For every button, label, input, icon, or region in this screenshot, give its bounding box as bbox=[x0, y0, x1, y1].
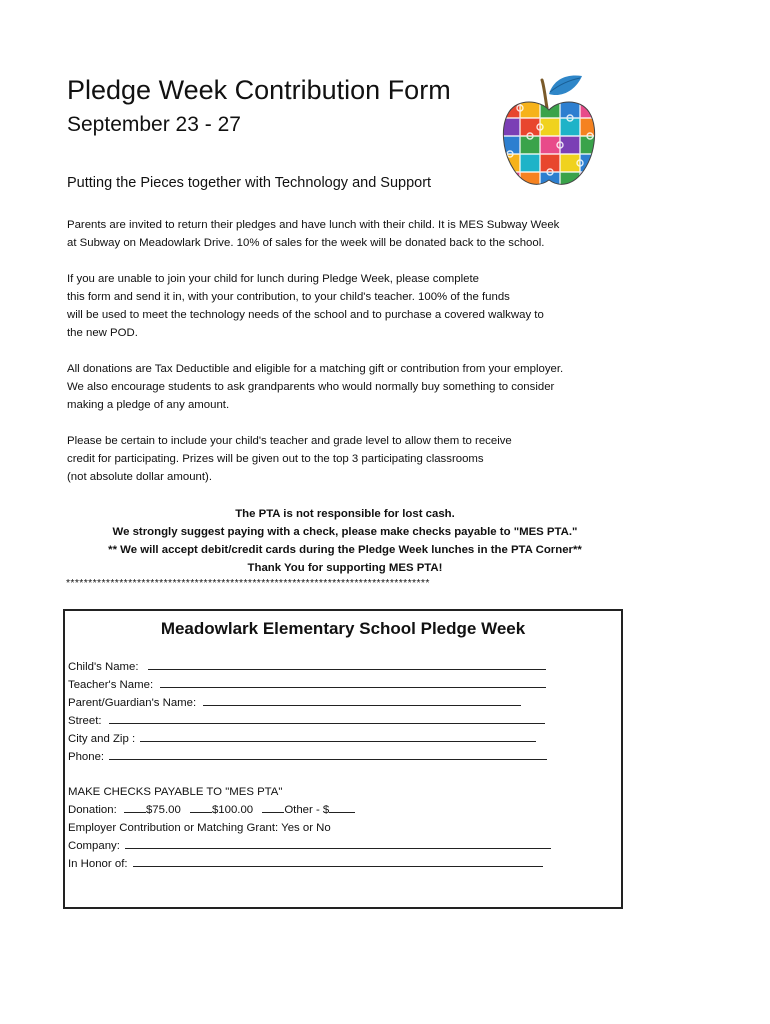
paragraph-line: the new POD. bbox=[67, 327, 138, 339]
notice-line: The PTA is not responsible for lost cash. bbox=[235, 508, 455, 520]
payable-note: MAKE CHECKS PAYABLE TO "MES PTA" bbox=[68, 786, 283, 798]
puzzle-apple-logo bbox=[500, 72, 598, 190]
company-label: Company: bbox=[68, 840, 120, 852]
notice-line: ** We will accept debit/credit cards during the Pledge Week lunches in the PTA Corner** bbox=[108, 544, 582, 556]
paragraph-line: credit for participating. Prizes will be given out to the top 3 participating classrooms bbox=[67, 453, 484, 465]
city-zip-field[interactable] bbox=[68, 730, 536, 748]
paragraph-line: Parents are invited to return their pledges and have lunch with their child. It is MES Subway Week bbox=[67, 219, 560, 231]
paragraph-line: will be used to meet the technology needs of the school and to purchase a covered walkway to bbox=[67, 309, 544, 321]
parent-name-line[interactable] bbox=[203, 694, 521, 706]
child-name-label: Child's Name: bbox=[68, 661, 139, 673]
paragraph-line: If you are unable to join your child for lunch during Pledge Week, please complete bbox=[67, 273, 479, 285]
donation-75-label: $75.00 bbox=[145, 804, 181, 816]
donation-100-checkline[interactable] bbox=[190, 801, 212, 813]
donation-other-label: Other - $ bbox=[284, 804, 330, 816]
notice-line: We strongly suggest paying with a check, please make checks payable to "MES PTA." bbox=[112, 526, 578, 538]
in-honor-of-field[interactable] bbox=[68, 855, 543, 873]
pta-notice bbox=[40, 505, 650, 577]
paragraph-intro bbox=[67, 216, 667, 252]
phone-label: Phone: bbox=[68, 751, 105, 763]
paragraph-tax bbox=[67, 360, 667, 414]
paragraph-line: All donations are Tax Deductible and eligible for a matching gift or contribution from your employer. bbox=[67, 363, 564, 375]
parent-name-label: Parent/Guardian's Name: bbox=[68, 697, 197, 709]
city-zip-label: City and Zip : bbox=[68, 733, 136, 745]
parent-name-field[interactable] bbox=[68, 694, 521, 712]
paragraph-line: this form and send it in, with your contribution, to your child's teacher. 100% of the funds bbox=[67, 291, 510, 303]
company-line[interactable] bbox=[125, 837, 551, 849]
teacher-name-field[interactable] bbox=[68, 676, 546, 694]
paragraph-lunch bbox=[67, 270, 667, 342]
donation-field[interactable] bbox=[68, 801, 355, 819]
donation-other-amount-line[interactable] bbox=[329, 801, 355, 813]
pledge-form bbox=[63, 609, 623, 909]
teacher-name-label: Teacher's Name: bbox=[68, 679, 154, 691]
company-field[interactable] bbox=[68, 837, 551, 855]
street-label: Street: bbox=[68, 715, 102, 727]
pledge-form-title: Meadowlark Elementary School Pledge Week bbox=[160, 619, 526, 638]
street-line[interactable] bbox=[109, 712, 545, 724]
asterisk-separator: ********************************************************************************** bbox=[66, 577, 430, 589]
teacher-name-line[interactable] bbox=[160, 676, 546, 688]
paragraph-line: at Subway on Meadowlark Drive. 10% of sales for the week will be donated back to the school. bbox=[67, 237, 545, 249]
child-name-field[interactable] bbox=[68, 658, 546, 676]
donation-75-checkline[interactable] bbox=[124, 801, 146, 813]
city-zip-line[interactable] bbox=[140, 730, 536, 742]
notice-line: Thank You for supporting MES PTA! bbox=[247, 562, 443, 574]
tagline: Putting the Pieces together with Technology and Support bbox=[67, 175, 432, 191]
paragraph-line: making a pledge of any amount. bbox=[67, 399, 230, 411]
paragraph-line: We also encourage students to ask grandparents who would normally buy something to consider bbox=[67, 381, 555, 393]
paragraph-line: (not absolute dollar amount). bbox=[67, 471, 212, 483]
paragraph-line: Please be certain to include your child's teacher and grade level to allow them to receive bbox=[67, 435, 512, 447]
donation-other-checkline[interactable] bbox=[262, 801, 284, 813]
paragraph-credit bbox=[67, 432, 667, 486]
phone-line[interactable] bbox=[109, 748, 547, 760]
in-honor-of-label: In Honor of: bbox=[68, 858, 128, 870]
employer-contribution: Employer Contribution or Matching Grant: Yes or No bbox=[68, 822, 331, 834]
donation-label: Donation: bbox=[68, 804, 117, 816]
date-range: September 23 - 27 bbox=[67, 113, 241, 136]
in-honor-of-line[interactable] bbox=[133, 855, 543, 867]
donation-100-label: $100.00 bbox=[211, 804, 254, 816]
child-name-line[interactable] bbox=[148, 658, 546, 670]
form-title: Pledge Week Contribution Form bbox=[67, 75, 451, 105]
street-field[interactable] bbox=[68, 712, 545, 730]
phone-field[interactable] bbox=[68, 748, 547, 766]
